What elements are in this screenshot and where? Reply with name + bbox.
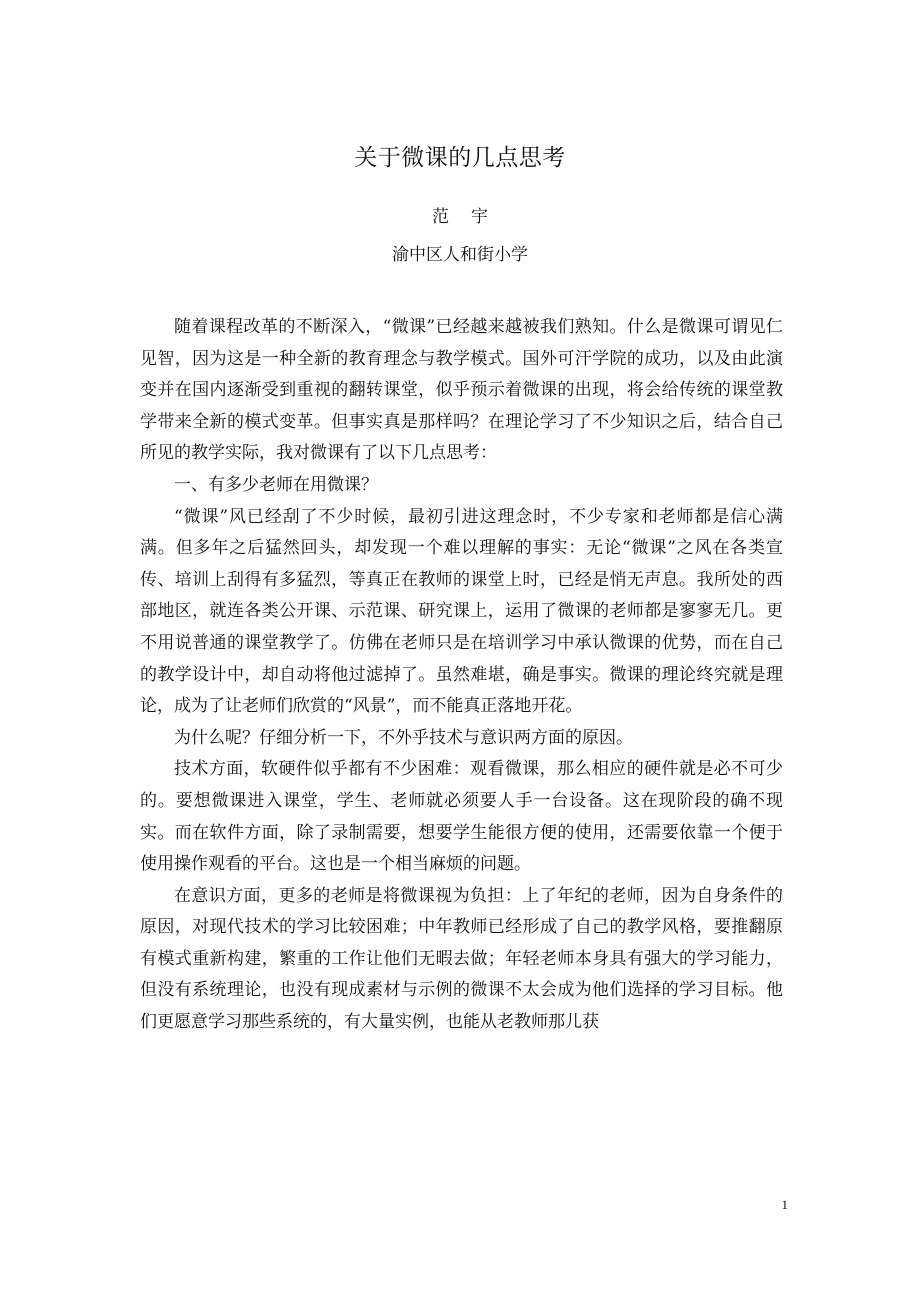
paragraph-technology: 技术方面，软硬件似乎都有不少困难：观看微课，那么相应的硬件就是必不可少的。要想微课进入课堂，学生、老师就必须要人手一台设备。这在现阶段的确不现实。而在软件方面，除了录制需要，想要学生能很方便的使用，还需要依靠一个便于使用操作观看的平台。这也是一个相当麻烦的问题。	[140, 759, 783, 875]
author-first-char: 范	[432, 207, 449, 227]
author-second-char: 宇	[471, 207, 488, 227]
author-name	[0, 202, 920, 232]
document-body	[140, 312, 783, 1039]
section-heading: 一、有多少老师在用微课？	[174, 474, 378, 495]
paragraph-intro: 随着课程改革的不断深入，“微课”已经越来越被我们熟知。什么是微课可谓见仁见智，因为这是一种全新的教育理念与教学模式。国外可汗学院的成功，以及由此演变并在国内逐渐受到重视的翻转课堂，似乎预示着微课的出现，将会给传统的课堂教学带来全新的模式变革。但事实真是那样吗？在理论学习了不少知识之后，结合自己所见的教学实际，我对微课有了以下几点思考：	[140, 317, 783, 464]
paragraph-awareness: 在意识方面，更多的老师是将微课视为负担：上了年纪的老师，因为自身条件的原因，对现代技术的学习比较困难；中年教师已经形成了自己的教学风格，要推翻原有模式重新构建，繁重的工作让他们无暇去做；年轻老师本身具有强大的学习能力，但没有系统理论，也没有现成素材与示例的微课不太会成为他们选择的学习目标。他们更愿意学习那些系统的，有大量实例，也能从老教师那儿获	[140, 885, 783, 1033]
author-affiliation: 渝中区人和街小学	[392, 245, 528, 265]
paragraph-weike-status: “微课”风已经刮了不少时候，最初引进这理念时，不少专家和老师都是信心满满。但多年之后猛然回头，却发现一个难以理解的事实：无论“微课”之风在各类宣传、培训上刮得有多猛烈，等真正在教师的课堂上时，已经是悄无声息。我所处的西部地区，就连各类公开课、示范课、研究课上，运用了微课的老师都是寥寥无几。更不用说普通的课堂教学了。仿佛在老师只是在培训学习中承认微课的优势，而在自己的教学设计中，却自动将他过滤掉了。虽然难堪，确是事实。微课的理论终究就是理论，成为了让老师们欣赏的“风景”，而不能真正落地开花。	[140, 506, 783, 717]
document-title: 关于微课的几点思考	[354, 145, 566, 171]
page-number: 1	[781, 1197, 788, 1212]
paragraph-reasons: 为什么呢？仔细分析一下，不外乎技术与意识两方面的原因。	[174, 727, 633, 748]
